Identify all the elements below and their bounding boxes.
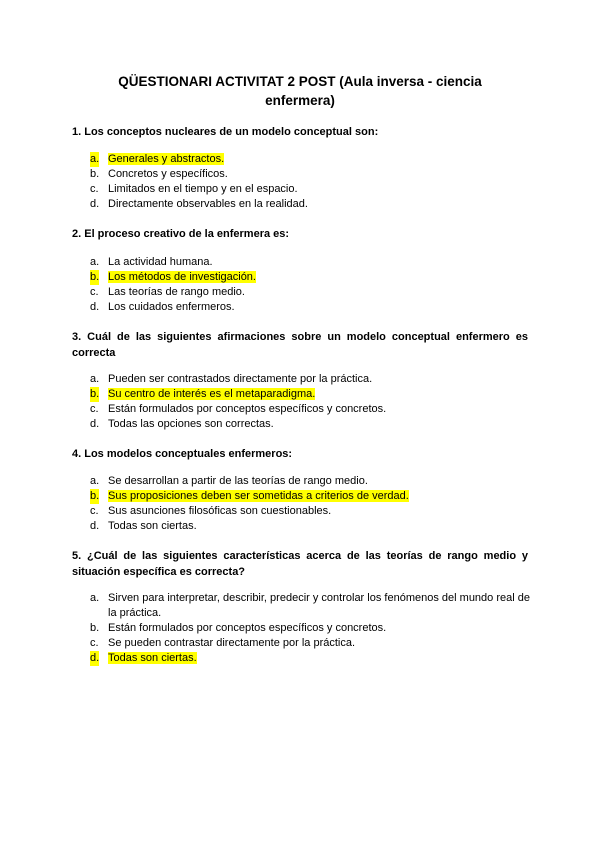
option-text: Los cuidados enfermeros. — [108, 301, 235, 313]
option-4a — [90, 474, 530, 489]
option-1d — [90, 197, 530, 212]
question-3-options — [90, 372, 530, 432]
option-5a — [90, 591, 530, 621]
option-letter: a. — [90, 256, 100, 268]
option-letter: c. — [90, 183, 99, 195]
option-letter: d. — [90, 652, 100, 664]
option-letter: c. — [90, 505, 99, 517]
option-1a — [90, 152, 530, 167]
option-text: Limitados en el tiempo y en el espacio. — [108, 183, 298, 195]
option-3c — [90, 402, 530, 417]
option-text: Están formulados por conceptos específicos y concretos. — [108, 622, 387, 634]
option-4b — [90, 489, 530, 504]
option-text: Su centro de interés es el metaparadigma. — [108, 388, 316, 400]
option-text: Sus asunciones filosóficas son cuestionables. — [108, 505, 332, 517]
question-4: 4. Los modelos conceptuales enfermeros: — [72, 448, 293, 460]
option-text: Las teorías de rango medio. — [108, 286, 245, 298]
page-title: QÜESTIONARI ACTIVITAT 2 POST (Aula inversa - ciencia enfermera) — [118, 74, 482, 108]
question-2: 2. El proceso creativo de la enfermera es: — [72, 228, 290, 240]
option-letter: d. — [90, 198, 100, 210]
option-letter: d. — [90, 301, 100, 313]
question-5-options — [90, 591, 530, 666]
option-3a — [90, 372, 530, 387]
option-letter: d. — [90, 520, 100, 532]
option-letter: d. — [90, 418, 100, 430]
option-letter: c. — [90, 637, 99, 649]
option-2d — [90, 300, 530, 315]
option-text: Se desarrollan a partir de las teorías de rango medio. — [108, 475, 368, 487]
question-1-options — [90, 152, 530, 212]
option-text: Generales y abstractos. — [108, 153, 225, 165]
question-3: 3. Cuál de las siguientes afirmaciones sobre un modelo conceptual enfermero es correcta — [72, 331, 528, 359]
option-2b — [90, 270, 530, 285]
option-text: Los métodos de investigación. — [108, 271, 256, 283]
option-text: Pueden ser contrastados directamente por la práctica. — [108, 373, 373, 385]
option-letter: c. — [90, 403, 99, 415]
option-letter: b. — [90, 490, 100, 502]
question-4-options — [90, 474, 530, 534]
option-5b — [90, 621, 530, 636]
option-text: Se pueden contrastar directamente por la práctica. — [108, 637, 356, 649]
option-text: Todas las opciones son correctas. — [108, 418, 274, 430]
option-text: Sus proposiciones deben ser sometidas a criterios de verdad. — [108, 490, 409, 502]
option-1b — [90, 167, 530, 182]
option-2a — [90, 255, 530, 270]
option-letter: c. — [90, 286, 99, 298]
question-2-options — [90, 255, 530, 315]
option-3b — [90, 387, 530, 402]
option-4c — [90, 504, 530, 519]
question-1: 1. Los conceptos nucleares de un modelo conceptual son: — [72, 126, 379, 138]
option-1c — [90, 182, 530, 197]
option-letter: a. — [90, 475, 100, 487]
option-5d — [90, 651, 530, 666]
option-letter: a. — [90, 373, 100, 385]
option-text: Están formulados por conceptos específicos y concretos. — [108, 403, 387, 415]
option-text: Concretos y específicos. — [108, 168, 228, 180]
option-letter: b. — [90, 388, 100, 400]
option-letter: b. — [90, 622, 100, 634]
option-text: La actividad humana. — [108, 256, 213, 268]
option-text: Directamente observables en la realidad. — [108, 198, 308, 210]
option-text: Sirven para interpretar, describir, predecir y controlar los fenómenos del mundo real de la práctica. — [108, 592, 530, 619]
option-letter: a. — [90, 592, 100, 604]
option-4d — [90, 519, 530, 534]
option-letter: a. — [90, 153, 100, 165]
option-5c — [90, 636, 530, 651]
question-5: 5. ¿Cuál de las siguientes características acerca de las teorías de rango medio y situación específica es correcta? — [72, 550, 528, 578]
option-letter: b. — [90, 168, 100, 180]
option-letter: b. — [90, 271, 100, 283]
option-2c — [90, 285, 530, 300]
option-3d — [90, 417, 530, 432]
option-text: Todas son ciertas. — [108, 652, 197, 664]
option-text: Todas son ciertas. — [108, 520, 197, 532]
